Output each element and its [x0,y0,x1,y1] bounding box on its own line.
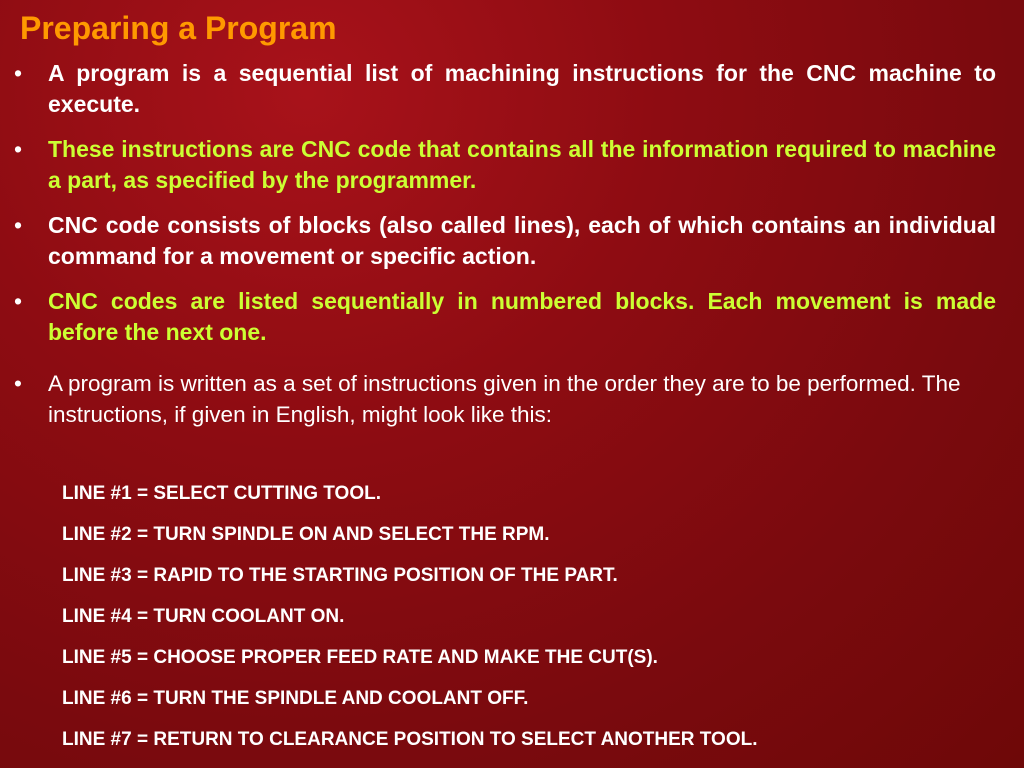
bullet-icon: • [14,288,23,314]
bullet-text: A program is a sequential list of machining instructions for the CNC machine to execute. [48,60,996,117]
bullet-icon: • [14,136,23,162]
bullet-text: A program is written as a set of instructions given in the order they are to be performed. The instructions, if given in English, might look like this: [48,371,961,427]
program-line: LINE #1 = SELECT CUTTING TOOL. [62,483,381,504]
bullet-item [14,368,996,430]
bullet-list [14,58,996,444]
slide-title: Preparing a Program [20,10,337,46]
bullet-text: These instructions are CNC code that contains all the information required to machine a part, as specified by the programmer. [48,136,996,193]
program-line: LINE #7 = RETURN TO CLEARANCE POSITION TO SELECT ANOTHER TOOL. [62,729,758,750]
bullet-item [14,210,996,272]
bullet-item [14,286,996,348]
bullet-icon: • [14,371,22,396]
bullet-text: CNC code consists of blocks (also called lines), each of which contains an individual command for a movement or specific action. [48,212,996,269]
bullet-icon: • [14,212,23,238]
program-line: LINE #3 = RAPID TO THE STARTING POSITION OF THE PART. [62,565,618,586]
program-line-list [62,479,758,766]
bullet-text: CNC codes are listed sequentially in numbered blocks. Each movement is made before the next one. [48,288,996,345]
bullet-item [14,58,996,120]
program-line: LINE #5 = CHOOSE PROPER FEED RATE AND MAKE THE CUT(S). [62,647,658,668]
bullet-icon: • [14,60,23,86]
program-line: LINE #2 = TURN SPINDLE ON AND SELECT THE RPM. [62,524,550,545]
program-line: LINE #4 = TURN COOLANT ON. [62,606,345,627]
program-line: LINE #6 = TURN THE SPINDLE AND COOLANT OFF. [62,688,529,709]
bullet-item [14,134,996,196]
